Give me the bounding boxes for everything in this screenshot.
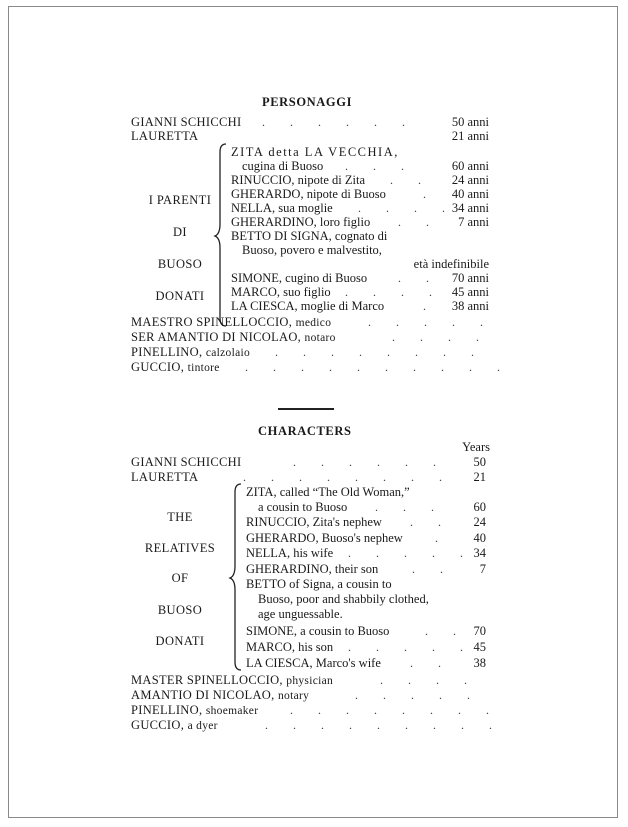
- group-label: I PARENTI: [148, 193, 212, 207]
- leader-dots: . .: [410, 656, 452, 670]
- leader-dots: . .: [398, 271, 440, 285]
- cast-name: LAURETTA: [131, 470, 199, 484]
- cast-age: 40: [473, 531, 486, 545]
- leader-dots: . . . . . . . .: [275, 345, 485, 359]
- cast-age: 24 anni: [451, 173, 489, 187]
- relative-line: BETTO of Signa, a cousin to: [246, 577, 392, 591]
- cast-age: 7: [479, 562, 486, 576]
- cast-age: 70: [473, 624, 486, 638]
- relative-line: cugina di Buoso: [242, 159, 324, 173]
- cast-name: AMANTIO DI NICOLAO, notary: [131, 688, 310, 702]
- leader-dots: . .: [425, 624, 467, 638]
- relative-line: LA CIESCA, moglie di Marco: [231, 299, 385, 313]
- leader-dots: .: [423, 299, 437, 313]
- relative-line: RINUCCIO, Zita's nephew: [246, 515, 382, 529]
- leader-dots: .: [423, 187, 437, 201]
- relative-line: RINUCCIO, nipote di Zita: [231, 173, 366, 187]
- relative-line: a cousin to Buoso: [258, 500, 348, 514]
- leader-dots: . . . .: [358, 201, 456, 215]
- leader-dots: . . . . . . . .: [243, 470, 453, 484]
- cast-age: 45 anni: [451, 285, 489, 299]
- section-divider: [278, 408, 334, 410]
- characters-title: CHARACTERS: [258, 424, 352, 438]
- relative-line: SIMONE, a cousin to Buoso: [246, 624, 390, 638]
- group-label: RELATIVES: [144, 541, 216, 555]
- relative-line: Buoso, povero e malvestito,: [242, 243, 382, 257]
- leader-dots: . .: [412, 562, 454, 576]
- group-label: OF: [171, 571, 189, 585]
- leader-dots: . . . . .: [368, 315, 494, 329]
- leader-dots: . . . . .: [355, 688, 481, 702]
- cast-name: LAURETTA: [131, 129, 199, 143]
- relative-line: NELLA, his wife: [246, 546, 334, 560]
- leader-dots: . . . .: [380, 673, 478, 687]
- relative-line: GHERARDINO, loro figlio: [231, 215, 371, 229]
- relative-line: ZITA, called “The Old Woman,”: [246, 485, 410, 499]
- cast-age: 60: [473, 500, 486, 514]
- relative-line: BETTO DI SIGNA, cognato di: [231, 229, 388, 243]
- relative-line: MARCO, his son: [246, 640, 334, 654]
- relative-line: LA CIESCA, Marco's wife: [246, 656, 381, 670]
- cast-name: GUCCIO, a dyer: [131, 718, 218, 732]
- cast-age: 45: [473, 640, 486, 654]
- cast-age: 34: [473, 546, 486, 560]
- brace-icon: [214, 142, 228, 328]
- relative-line: GHERARDINO, their son: [246, 562, 379, 576]
- relative-line: GHERARDO, Buoso's nephew: [246, 531, 403, 545]
- years-header: Years: [462, 440, 490, 454]
- leader-dots: . . . . . . . . .: [265, 718, 503, 732]
- cast-age: 34 anni: [451, 201, 489, 215]
- brace-icon: [229, 482, 243, 672]
- cast-name: MAESTRO SPINELLOCCIO, medico: [131, 315, 332, 329]
- group-label: DONATI: [155, 634, 205, 648]
- cast-age: 21: [473, 470, 486, 484]
- cast-age: 7 anni: [458, 215, 489, 229]
- cast-age: 70 anni: [451, 271, 489, 285]
- group-label: DONATI: [155, 289, 205, 303]
- group-label: DI: [173, 225, 187, 239]
- leader-dots: . .: [398, 215, 440, 229]
- leader-dots: . .: [390, 173, 432, 187]
- leader-dots: . . . .: [392, 330, 490, 344]
- cast-name: SER AMANTIO DI NICOLAO, notaro: [131, 330, 336, 344]
- leader-dots: . . .: [345, 159, 415, 173]
- cast-age: 21 anni: [451, 129, 489, 143]
- leader-dots: . . . . . . . .: [290, 703, 500, 717]
- relative-line: Buoso, poor and shabbily clothed,: [258, 592, 429, 606]
- leader-dots: . . .: [375, 500, 445, 514]
- cast-name: GUCCIO, tintore: [131, 360, 220, 374]
- leader-dots: . . . . .: [348, 640, 474, 654]
- leader-dots: . . . . . . . . . .: [245, 360, 511, 374]
- cast-age: 50 anni: [451, 115, 489, 129]
- cast-name: GIANNI SCHICCHI: [131, 115, 242, 129]
- relative-line: GHERARDO, nipote di Buoso: [231, 187, 386, 201]
- leader-dots: . . . . . .: [262, 115, 416, 129]
- cast-age: 40 anni: [451, 187, 489, 201]
- cast-name: MASTER SPINELLOCCIO, physician: [131, 673, 334, 687]
- cast-name: PINELLINO, calzolaio: [131, 345, 251, 359]
- cast-age: 24: [473, 515, 486, 529]
- relative-line: MARCO, suo figlio: [231, 285, 331, 299]
- relative-line: età indefinibile: [413, 257, 489, 271]
- group-label: BUOSO: [157, 603, 203, 617]
- relative-line: SIMONE, cugino di Buoso: [231, 271, 368, 285]
- leader-dots: .: [435, 531, 449, 545]
- group-label: BUOSO: [157, 257, 203, 271]
- cast-name: PINELLINO, shoemaker: [131, 703, 259, 717]
- relative-line: NELLA, sua moglie: [231, 201, 333, 215]
- relative-line: ZITA detta LA VECCHIA,: [231, 145, 399, 159]
- leader-dots: . .: [410, 515, 452, 529]
- cast-age: 38: [473, 656, 486, 670]
- leader-dots: . . . . . .: [293, 455, 447, 469]
- cast-age: 60 anni: [451, 159, 489, 173]
- cast-age: 50: [473, 455, 486, 469]
- cast-name: GIANNI SCHICCHI: [131, 455, 242, 469]
- personaggi-title: PERSONAGGI: [262, 95, 353, 109]
- cast-age: 38 anni: [451, 299, 489, 313]
- leader-dots: . . . .: [345, 285, 443, 299]
- group-label: THE: [167, 510, 193, 524]
- leader-dots: . . . . .: [348, 546, 474, 560]
- relative-line: age unguessable.: [258, 607, 343, 621]
